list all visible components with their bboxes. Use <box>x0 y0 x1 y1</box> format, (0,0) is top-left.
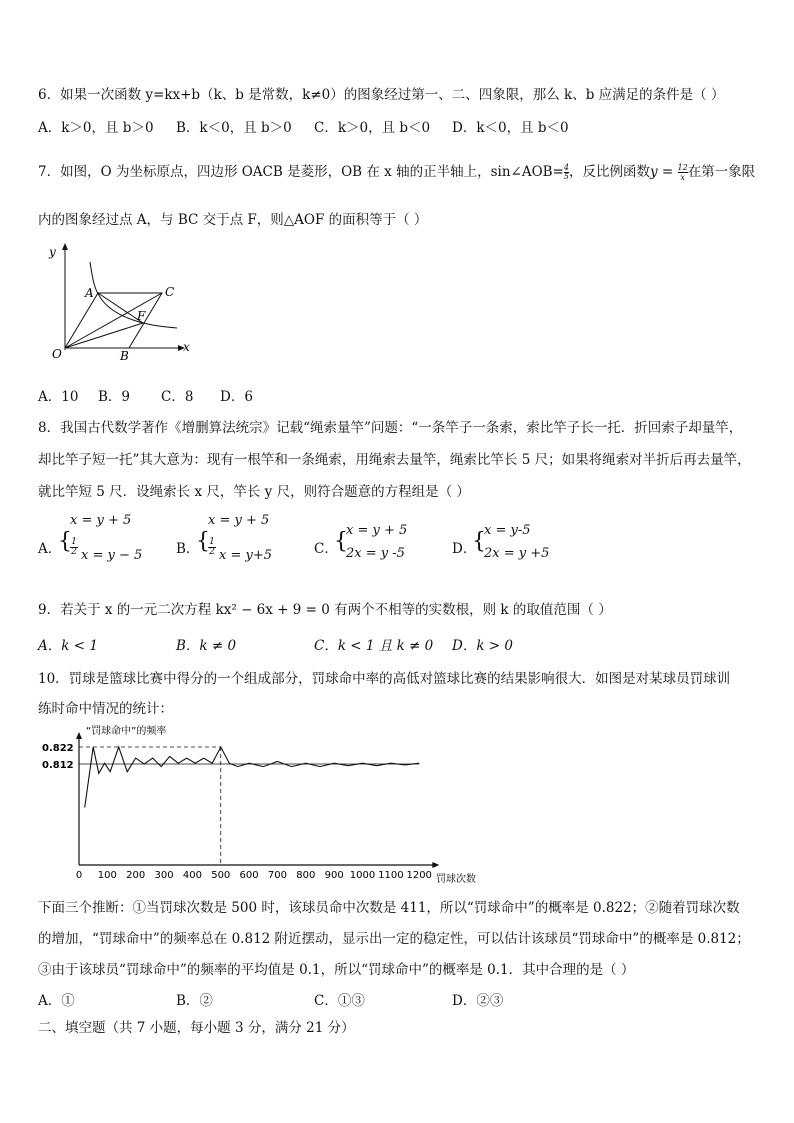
q8-option-a-system <box>56 512 146 572</box>
q8-line3: 就比竿短 5 尺．设绳索长 x 尺，竿长 y 尺，则符合题意的方程组是（ ） <box>38 484 470 500</box>
chart-x-tick-label: 1000 <box>349 870 376 881</box>
q6-option-a: A．k＞0，且 b＞0 <box>38 120 154 136</box>
chart-series-line <box>85 747 420 807</box>
q7-option-c: C．8 <box>161 389 194 405</box>
q7-stem-part2: ，反比例函数 <box>568 164 650 180</box>
q7-stem-part1: 7．如图，O 为坐标原点，四边形 OACB 是菱形，OB 在 x 轴的正半轴上，sin∠AOB= <box>38 164 564 180</box>
q7-figure <box>40 240 200 365</box>
chart-x-arrow <box>432 862 439 868</box>
q7-label-y: y <box>49 245 56 259</box>
q8-option-a-eq1: x = y + 5 <box>70 513 132 528</box>
q8-option-a-label: A． <box>38 541 62 557</box>
q7-option-a: A．10 <box>38 389 79 405</box>
q8-option-a-half <box>70 538 78 557</box>
q7-stem-line1 <box>38 160 755 182</box>
q8-option-d-label: D． <box>452 541 477 557</box>
chart-x-tick-label: 0 <box>75 870 83 881</box>
chart-y-tick-label: 0.822 <box>42 743 74 754</box>
q8-option-a-brace: { <box>58 529 72 554</box>
q6-option-c: C．k＞0，且 b＜0 <box>314 120 431 136</box>
q7-option-d: D．6 <box>220 389 253 405</box>
chart-x-tick-label: 400 <box>182 870 202 881</box>
q8-option-c-eq1: x = y + 5 <box>346 523 408 538</box>
q7-sin-den: 5 <box>563 172 569 181</box>
q9-option-a: A．k < 1 <box>38 638 98 654</box>
q10-option-d: D．②③ <box>452 993 504 1009</box>
chart-x-tick-label: 800 <box>296 870 316 881</box>
q8-option-b-system <box>194 512 284 572</box>
q7-option-b: B．9 <box>98 389 131 405</box>
q10-chart <box>36 720 496 888</box>
q8-option-c-label: C． <box>314 541 338 557</box>
q7-label-x: x <box>183 340 190 354</box>
q8-option-b-eq1: x = y + 5 <box>208 513 270 528</box>
q8-option-b-eq2: x = y+5 <box>219 548 272 563</box>
q10-after-line3: ③由于该球员“罚球命中”的频率的平均值是 0.1，所以“罚球命中”的概率是 0.1．其中合理的是（ ） <box>38 962 635 978</box>
q7-func-prefix: y = <box>649 164 678 180</box>
q6-stem: 6．如果一次函数 y=kx+b（k、b 是常数，k≠0）的图象经过第一、二、四象限，那么 k、b 应满足的条件是（ ） <box>38 87 725 103</box>
q8-option-a-half-num: 1 <box>71 537 77 547</box>
q10-after-line1: 下面三个推断：①当罚球次数是 500 时，该球员命中次数是 411，所以“罚球命中”的概率是 0.822；②随着罚球次数 <box>38 900 740 916</box>
q8-option-d-system <box>470 520 560 568</box>
q7-label-c: C <box>165 285 175 299</box>
q7-label-a: A <box>85 286 94 300</box>
q7-func-num: 12 <box>677 163 688 172</box>
chart-y-tick-label: 0.812 <box>42 760 74 771</box>
q8-option-d-brace: { <box>472 529 486 554</box>
q9-option-b: B．k ≠ 0 <box>176 638 237 654</box>
chart-x-tick-label: 1100 <box>378 870 404 881</box>
q7-stem-part3: 在第一象限 <box>687 164 756 180</box>
q10-option-c: C．①③ <box>314 993 365 1009</box>
q10-line1: 10．罚球是篮球比赛中得分的一个组成部分，罚球命中率的高低对篮球比赛的结果影响很大．如图是对某球员罚球训 <box>38 671 731 687</box>
q10-option-b: B．② <box>176 993 213 1009</box>
q9-stem: 9．若关于 x 的一元二次方程 kx² − 6x + 9 = 0 有两个不相等的实数根，则 k 的取值范围（ ） <box>38 602 612 618</box>
q8-option-d-eq1: x = y-5 <box>484 523 531 538</box>
chart-y-arrow <box>76 732 82 739</box>
chart-x-tick-label: 100 <box>97 870 117 881</box>
q8-line2: 却比竿子短一托”其大意为：现有一根竿和一条绳索，用绳索去量竿，绳索比竿长 5 尺；如果将绳索对半折后再去量竿， <box>38 452 751 468</box>
q6-option-d: D．k＜0，且 b＜0 <box>452 120 569 136</box>
q8-option-c-brace: { <box>334 529 348 554</box>
q7-stem-line2: 内的图象经过点 A，与 BC 交于点 F，则△AOF 的面积等于（ ） <box>38 212 428 228</box>
q8-option-a-eq2: x = y − 5 <box>81 548 143 563</box>
chart-x-tick-label: 600 <box>239 870 259 881</box>
q6-option-b: B．k＜0，且 b＞0 <box>176 120 292 136</box>
q10-line2: 练时命中情况的统计： <box>38 701 173 717</box>
q7-y-arrow <box>62 243 68 250</box>
chart-x-tick-label: 300 <box>154 870 174 881</box>
q7-sin-num: 4 <box>563 163 569 172</box>
q8-option-b-half <box>208 538 216 557</box>
chart-x-tick-label: 500 <box>211 870 231 881</box>
q9-option-c: C．k < 1 且 k ≠ 0 <box>314 638 434 654</box>
q10-option-a: A．① <box>38 993 75 1009</box>
q8-option-b-half-den: 2 <box>209 547 215 557</box>
q7-label-o: O <box>52 347 62 361</box>
q9-option-d: D．k > 0 <box>452 638 513 654</box>
q8-option-c-system <box>332 520 422 568</box>
q8-option-b-label: B． <box>176 541 200 557</box>
q7-label-b: B <box>120 349 129 363</box>
q8-option-d-eq2: 2x = y +5 <box>484 546 550 561</box>
q7-hyperbola <box>90 262 177 328</box>
chart-x-tick-label: 200 <box>126 870 146 881</box>
q10-after-line2: 的增加，“罚球命中”的频率总在 0.812 附近摆动，显示出一定的稳定性，可以估计该球员“罚球命中”的概率是 0.812； <box>38 931 750 947</box>
q10-chart-xlabel: 罚球次数 <box>436 874 476 885</box>
q7-func-den: x <box>680 173 685 182</box>
q8-option-b-brace: { <box>196 529 210 554</box>
q8-line1: 8．我国古代数学著作《增删算法统宗》记载“绳索量竿”问题：“一条竿子一条索，索比竿子长一托．折回索子却量竿， <box>38 420 743 436</box>
chart-x-tick-label: 700 <box>267 870 287 881</box>
q7-func-fraction <box>678 163 688 182</box>
chart-x-tick-label: 900 <box>324 870 344 881</box>
q7-label-f: F <box>137 309 146 323</box>
q8-option-a-half-den: 2 <box>71 547 77 557</box>
section2-title: 二、填空题（共 7 小题，每小题 3 分，满分 21 分） <box>38 1020 355 1036</box>
q10-chart-ylabel: “罚球命中”的频率 <box>86 726 167 737</box>
q8-option-c-eq2: 2x = y -5 <box>346 546 405 561</box>
q8-option-b-half-num: 1 <box>209 537 215 547</box>
q7-segment-oc <box>65 293 162 348</box>
chart-x-tick-label: 1200 <box>406 870 432 881</box>
